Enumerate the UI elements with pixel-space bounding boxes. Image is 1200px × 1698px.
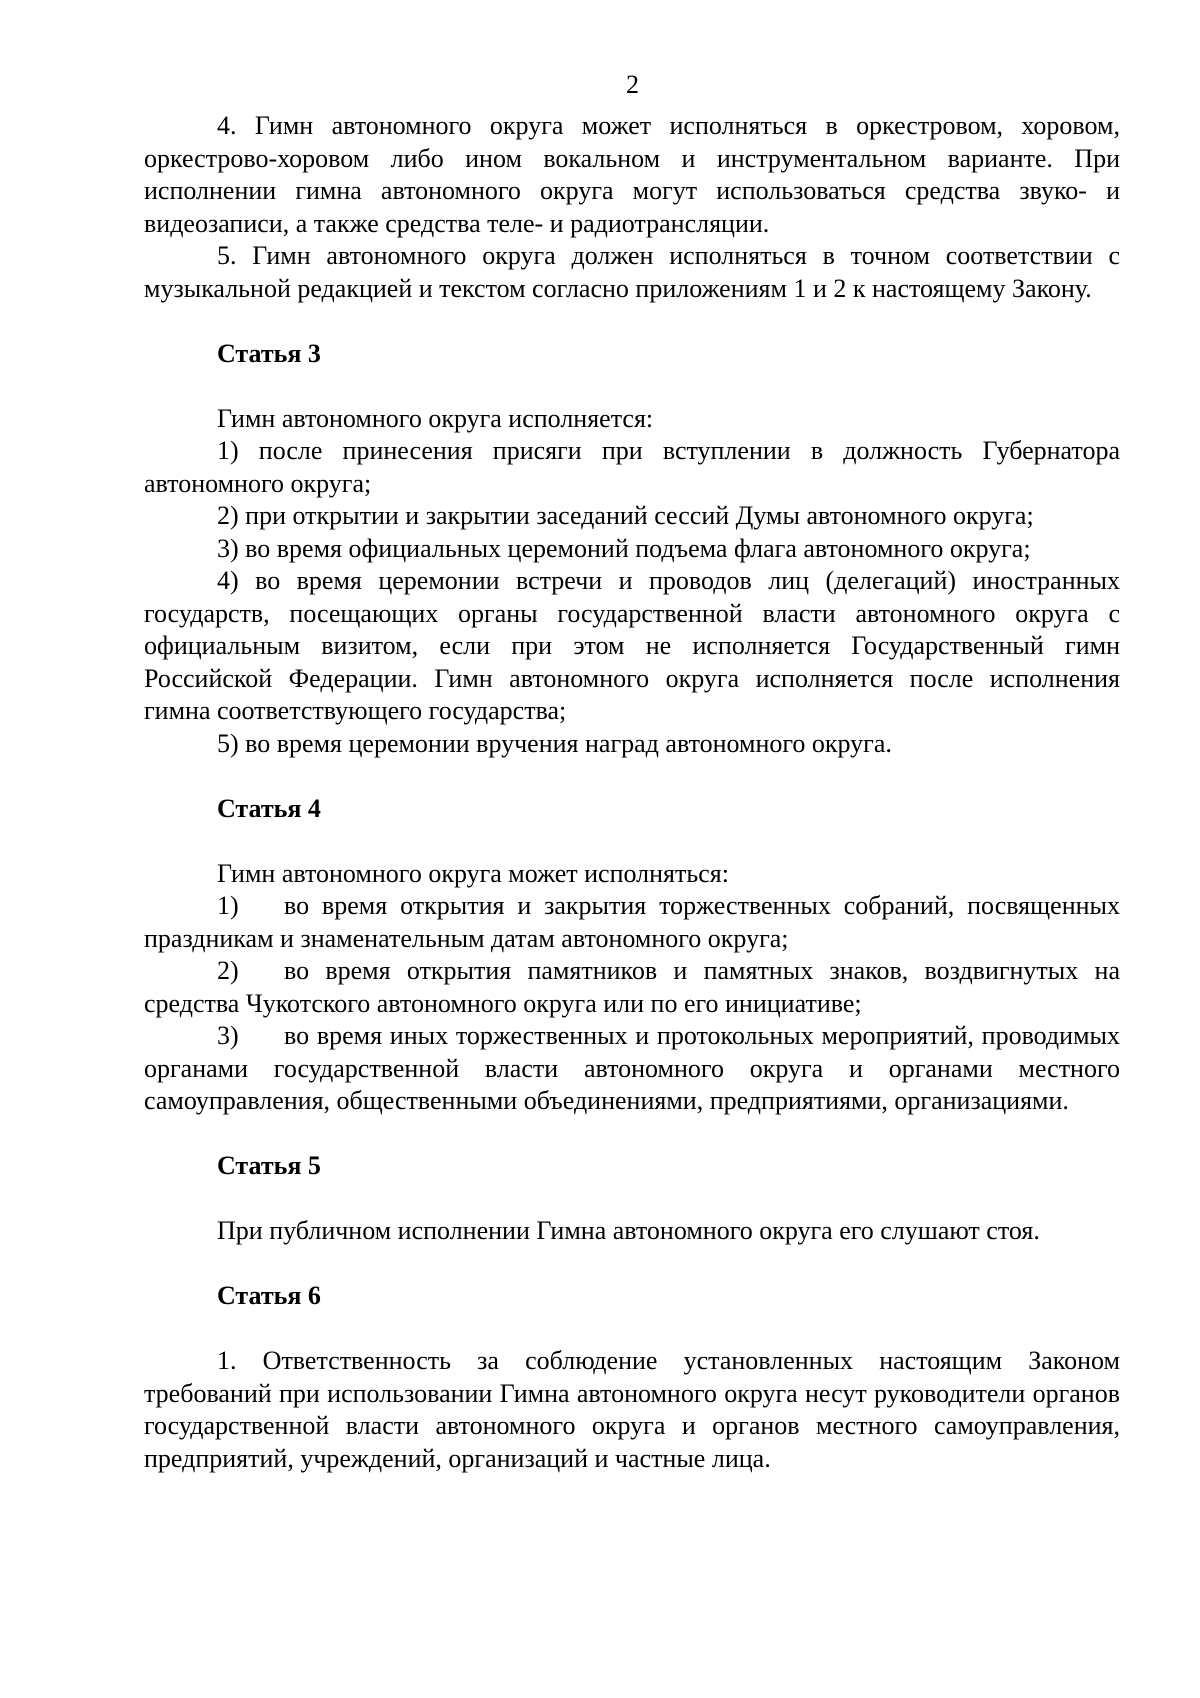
article-6-heading: Статья 6	[217, 1281, 321, 1310]
article-3-item: 4) во время церемонии встречи и проводов лиц (делегаций) иностранных государств, посещающих органы государственной власти автономного округа с официальным визитом, если при этом не исполняется Государственный гимн Российской Федерации. Гимн автономного округа исполняется после исполнения гимна соответствующего государства;	[144, 566, 1120, 725]
article-4-item	[144, 1020, 1120, 1118]
article-5-heading: Статья 5	[217, 1151, 321, 1180]
spacer	[144, 1183, 1120, 1216]
article-4-item	[144, 890, 1120, 955]
spacer	[144, 370, 1120, 403]
item-number: 3)	[217, 1021, 239, 1050]
item-text: во время открытия и закрытия торжественных собраний, посвященных праздникам и знаменательным датам автономного округа;	[144, 891, 1120, 953]
article-3-item: 2) при открытии и закрытии заседаний сессий Думы автономного округа;	[217, 501, 1034, 530]
item-number: 2)	[217, 956, 239, 985]
article-3-item: 3) во время официальных церемоний подъема флага автономного округа;	[217, 533, 1031, 563]
article-3-item: 5) во время церемонии вручения наград автономного округа.	[217, 728, 892, 758]
article-4-item	[144, 955, 1120, 1020]
page-number: 2	[626, 70, 639, 99]
article-3-item: 1) после принесения присяги при вступлении в должность Губернатора автономного округа;	[144, 436, 1120, 498]
document-body	[144, 110, 1120, 1475]
item-number: 1)	[217, 891, 239, 920]
article-4-heading: Статья 4	[217, 793, 321, 823]
item-text: во время иных торжественных и протокольных мероприятий, проводимых органами государственной власти автономного округа и органами местного самоуправления, общественными объединениями, предприятиями, организациями.	[144, 1021, 1120, 1115]
paragraph-5: 5. Гимн автономного округа должен исполняться в точном соответствии с музыкальной редакцией и текстом согласно приложениям 1 и 2 к настоящему Закону.	[144, 241, 1120, 303]
spacer	[144, 1248, 1120, 1281]
spacer	[144, 760, 1120, 793]
article-3-intro: Гимн автономного округа исполняется:	[217, 403, 654, 433]
item-text: во время открытия памятников и памятных знаков, воздвигнутых на средства Чукотского автономного округа или по его инициативе;	[144, 956, 1120, 1018]
article-6-item: 1. Ответственность за соблюдение установленных настоящим Законом требований при использовании Гимна автономного округа несут руководители органов государственной власти автономного округа и органов местного самоуправления, предприятий, учреждений, организаций и частные лица.	[144, 1346, 1120, 1473]
spacer	[144, 1313, 1120, 1346]
spacer	[144, 825, 1120, 858]
spacer	[144, 305, 1120, 338]
article-4-intro: Гимн автономного округа может исполняться:	[217, 858, 729, 888]
article-3-heading: Статья 3	[217, 338, 321, 368]
paragraph-4: 4. Гимн автономного округа может исполняться в оркестровом, хоровом, оркестрово-хоровом либо ином вокальном и инструментальном варианте. При исполнении гимна автономного округа могут использоваться средства звуко- и видеозаписи, а также средства теле- и радиотрансляции.	[144, 111, 1120, 238]
spacer	[144, 1118, 1120, 1151]
article-5-text: При публичном исполнении Гимна автономного округа его слушают стоя.	[217, 1216, 1040, 1245]
